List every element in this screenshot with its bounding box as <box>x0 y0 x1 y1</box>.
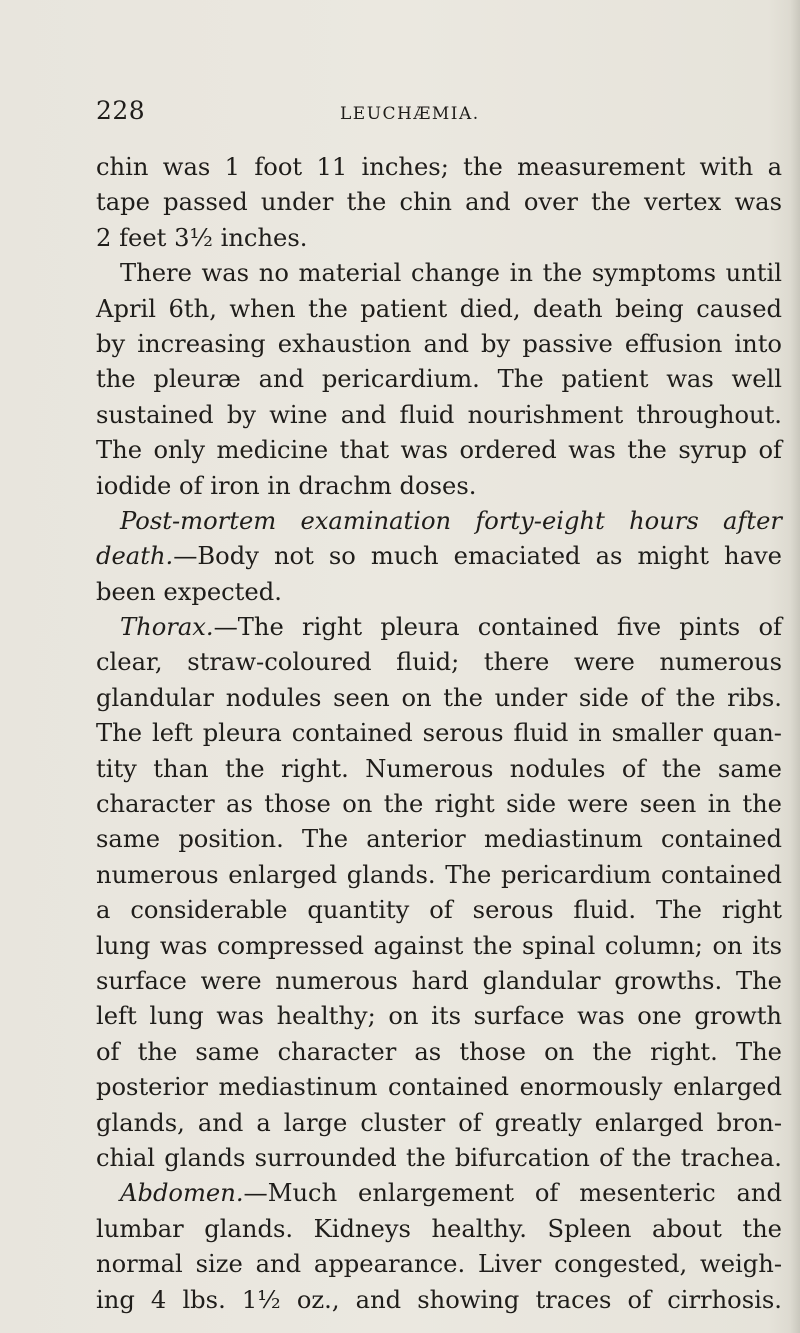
line-text: —Much enlargement of mesenteric and <box>243 1179 782 1208</box>
line-text: posterior mediastinum contained enormously enlarged <box>96 1073 782 1102</box>
text-line <box>96 822 782 857</box>
line-text: The only medicine that was ordered was the syrup of <box>96 436 782 465</box>
line-text: chin was 1 foot 11 inches; the measurement with a <box>96 153 782 181</box>
text-line <box>96 398 782 433</box>
line-text: glands, and a large cluster of greatly enlarged bron- <box>96 1108 782 1137</box>
line-text: There was no material change in the symptoms until <box>120 259 782 288</box>
line-text: character as those on the right side were seen in the <box>96 790 782 819</box>
line-text: —Body not so much emaciated as might have <box>173 542 782 571</box>
line-text: surface were numerous hard glandular growths. The <box>96 966 782 995</box>
text-line <box>96 1106 782 1141</box>
text-line <box>96 469 782 504</box>
text-line <box>96 752 782 787</box>
line-text: ing 4 lbs. 1½ oz., and showing traces of cirrhosis. <box>96 1285 782 1314</box>
text-line <box>96 292 782 327</box>
text-line <box>96 999 782 1034</box>
text-line <box>96 1176 782 1211</box>
line-text: a considerable quantity of serous fluid. The right <box>96 896 782 925</box>
line-text: glandular nodules seen on the under side of the ribs. <box>96 683 782 712</box>
italic-heading: Post-mortem examination forty-eight hours after <box>120 506 782 535</box>
text-line <box>96 221 782 256</box>
line-text: April 6th, when the patient died, death being caused <box>96 294 782 323</box>
text-line <box>96 1247 782 1282</box>
text-line <box>96 1070 782 1105</box>
line-text: 2 feet 3½ inches. <box>96 223 308 252</box>
text-line <box>96 362 782 397</box>
text-line <box>96 929 782 964</box>
line-text: clear, straw-coloured fluid; there were numerous <box>96 648 782 677</box>
text-line <box>96 504 782 539</box>
line-text: lung was compressed against the spinal column; on its <box>96 931 782 960</box>
text-line <box>96 1035 782 1070</box>
text-line <box>96 645 782 680</box>
text-line <box>96 256 782 291</box>
line-text: chial glands surrounded the bifurcation of the trachea. <box>96 1143 782 1172</box>
line-text: numerous enlarged glands. The pericardium contained <box>96 860 782 889</box>
text-line <box>96 858 782 893</box>
text-line <box>96 681 782 716</box>
line-text: iodide of iron in drachm doses. <box>96 471 477 500</box>
line-text: lumbar glands. Kidneys healthy. Spleen about the <box>96 1214 782 1243</box>
line-text: of the same character as those on the right. The <box>96 1037 782 1066</box>
text-line <box>96 433 782 468</box>
line-text: The left pleura contained serous fluid in smaller quan- <box>96 719 782 748</box>
page-number: 228 <box>96 96 146 125</box>
line-text: —The right pleura contained five pints of <box>213 613 782 642</box>
text-line <box>96 716 782 751</box>
text-line <box>96 964 782 999</box>
italic-heading: Abdomen. <box>120 1179 244 1208</box>
text-line <box>96 185 782 220</box>
line-text: tape passed under the chin and over the vertex was <box>96 188 782 217</box>
page-header <box>96 96 736 132</box>
text-line <box>96 150 782 185</box>
text-line <box>96 1212 782 1247</box>
italic-heading: death. <box>96 542 174 571</box>
line-text: same position. The anterior mediastinum contained <box>96 825 782 854</box>
line-text: normal size and appearance. Liver congested, weigh- <box>96 1250 782 1279</box>
text-line <box>96 327 782 362</box>
text-line <box>96 610 782 645</box>
text-line <box>96 893 782 928</box>
text-line <box>96 1141 782 1176</box>
text-line <box>96 539 782 574</box>
line-text: sustained by wine and fluid nourishment throughout. <box>96 400 782 429</box>
text-line <box>96 575 782 610</box>
text-line <box>96 787 782 822</box>
running-head: LEUCHÆMIA. <box>340 104 480 124</box>
body-text <box>96 150 782 1318</box>
line-text: been expected. <box>96 577 282 606</box>
page-edge-shadow <box>790 0 800 1333</box>
line-text: by increasing exhaustion and by passive effusion into <box>96 329 782 358</box>
line-text: the pleuræ and pericardium. The patient was well <box>96 365 782 394</box>
text-line <box>96 1283 782 1318</box>
italic-heading: Thorax. <box>120 613 214 642</box>
line-text: tity than the right. Numerous nodules of the same <box>96 754 782 783</box>
line-text: left lung was healthy; on its surface was one growth <box>96 1002 782 1031</box>
